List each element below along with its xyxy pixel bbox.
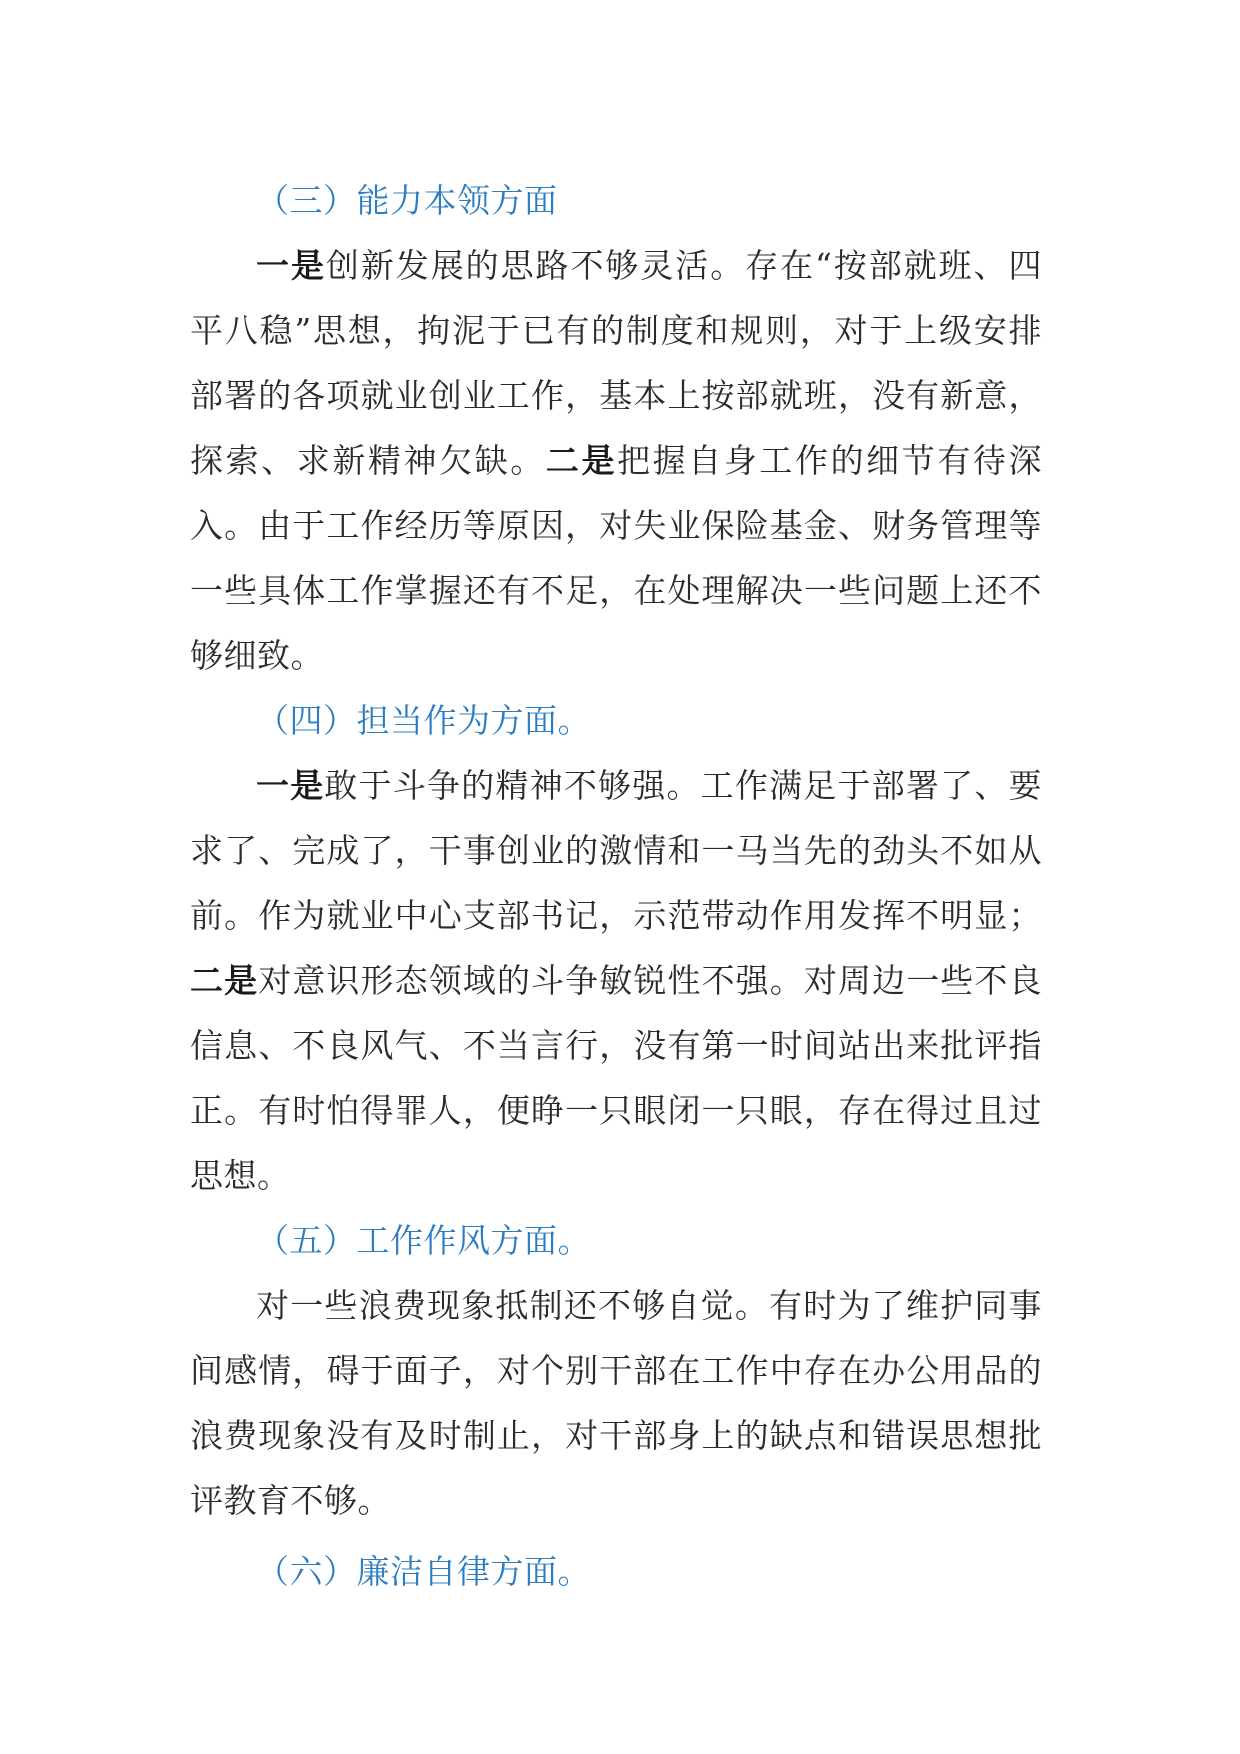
document-body xyxy=(190,168,1042,1604)
lead-marker: 二是 xyxy=(190,961,259,1000)
paragraph xyxy=(190,753,1042,1208)
section-heading-5: （五）工作作风方面。 xyxy=(256,1221,591,1260)
paragraph xyxy=(190,233,1042,688)
paragraph-text: 对一些浪费现象抵制还不够自觉。有时为了维护同事间感情，碍于面子，对个别干部在工作中存在办公用品的浪费现象没有及时制止，对干部身上的缺点和错误思想批评教育不够。 xyxy=(190,1286,1042,1520)
lead-marker: 二是 xyxy=(545,441,618,480)
lead-marker: 一是 xyxy=(256,246,326,285)
section-heading-4: （四）担当作为方面。 xyxy=(256,701,591,740)
paragraph-text: 把握自身工作的细节有待深入。由于工作经历等原因，对失业保险基金、财务管理等一些具体工作掌握还有不足，在处理解决一些问题上还不够细致。 xyxy=(190,441,1043,675)
section-heading-3: （三）能力本领方面 xyxy=(256,181,558,220)
paragraph xyxy=(190,1273,1042,1533)
lead-marker: 一是 xyxy=(256,766,325,805)
paragraph-text: 敢于斗争的精神不够强。工作满足于部署了、要求了、完成了，干事创业的激情和一马当先的劲头不如从前。作为就业中心支部书记，示范带动作用发挥不明显； xyxy=(190,766,1043,935)
paragraph-text: 创新发展的思路不够灵活。存在“按部就班、四平八稳”思想，拘泥于已有的制度和规则，对于上级安排部署的各项就业创业工作，基本上按部就班，没有新意，探索、求新精神欠缺。 xyxy=(190,246,1042,480)
section-heading-6: （六）廉洁自律方面。 xyxy=(256,1552,591,1591)
paragraph-text: 对意识形态领域的斗争敏锐性不强。对周边一些不良信息、不良风气、不当言行，没有第一时间站出来批评指正。有时怕得罪人，便睁一只眼闭一只眼，存在得过且过思想。 xyxy=(190,961,1043,1195)
